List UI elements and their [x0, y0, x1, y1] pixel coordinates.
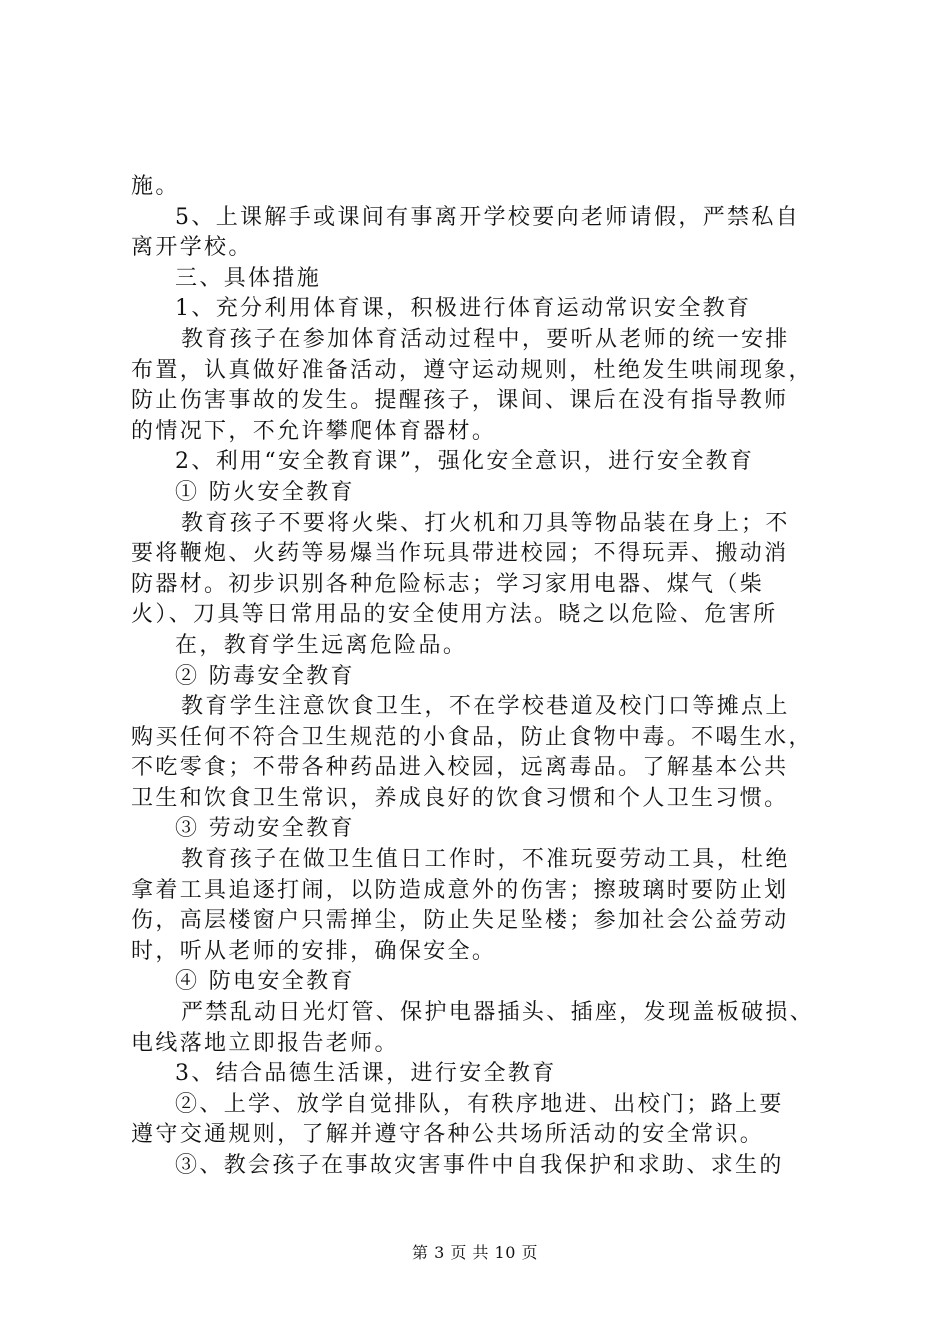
text-line: 布置，认真做好准备活动，遵守运动规则，杜绝发生哄闹现象，	[131, 357, 813, 383]
text-line: 伤，高层楼窗户只需掸尘，防止失足坠楼；参加社会公益劳动	[131, 908, 789, 934]
text-line: 的情况下，不允许攀爬体育器材。	[131, 418, 497, 444]
text-line: 严禁乱动日光灯管、保护电器插头、插座，发现盖板破损、	[181, 1000, 815, 1026]
text-line: 三、具体措施	[175, 265, 322, 291]
text-line: ③、教会孩子在事故灾害事件中自我保护和求助、求生的	[175, 1153, 784, 1178]
text-line: 教育孩子在做卫生值日工作时，不准玩耍劳动工具，杜绝	[181, 847, 790, 873]
text-line: ① 防火安全教育	[175, 479, 355, 505]
text-line: 在，教育学生远离危险品。	[175, 632, 468, 658]
text-line: 时，听从老师的安排，确保安全。	[131, 938, 497, 964]
text-line: 教育学生注意饮食卫生，不在学校巷道及校门口等摊点上	[181, 694, 790, 720]
text-line: 1、充分利用体育课，积极进行体育运动常识安全教育	[175, 296, 752, 322]
text-line: ③ 劳动安全教育	[175, 816, 355, 842]
text-line: 拿着工具追逐打闹，以防造成意外的伤害；擦玻璃时要防止划	[131, 877, 789, 903]
text-line: 不吃零食；不带各种药品进入校园，远离毒品。了解基本公共	[131, 755, 789, 781]
page-footer: 第 3 页 共 10 页	[412, 1243, 538, 1262]
text-line: 施。	[131, 174, 180, 199]
text-line: 5、上课解手或课间有事离开学校要向老师请假，严禁私自	[175, 204, 801, 230]
text-line: 要将鞭炮、火药等易爆当作玩具带进校园；不得玩弄、搬动消	[131, 541, 789, 567]
text-line: ④ 防电安全教育	[175, 969, 355, 995]
text-line: 教育孩子不要将火柴、打火机和刀具等物品装在身上；不	[181, 510, 790, 536]
document-body	[131, 172, 831, 1182]
text-line: 电线落地立即报告老师。	[131, 1030, 399, 1056]
text-line: 离开学校。	[131, 235, 253, 261]
text-line: 教育孩子在参加体育活动过程中，要听从老师的统一安排	[181, 326, 790, 352]
text-line: 防器材。初步识别各种危险标志；学习家用电器、煤气（柴	[131, 571, 765, 597]
text-line: ②、上学、放学自觉排队，有秩序地进、出校门；路上要	[175, 1091, 784, 1117]
text-line: 3、结合品德生活课，进行安全教育	[175, 1061, 557, 1087]
text-line: 火）、刀具等日常用品的安全使用方法。晓之以危险、危害所	[131, 602, 778, 628]
text-line: 防止伤害事故的发生。提醒孩子，课间、课后在没有指导教师	[131, 388, 789, 414]
text-line: ② 防毒安全教育	[175, 663, 355, 689]
text-line: 购买任何不符合卫生规范的小食品，防止食物中毒。不喝生水，	[131, 724, 813, 750]
text-line: 遵守交通规则，了解并遵守各种公共场所活动的安全常识。	[131, 1122, 765, 1148]
text-line: 卫生和饮食卫生常识，养成良好的饮食习惯和个人卫生习惯。	[131, 785, 789, 811]
text-line: 2、利用“安全教育课”，强化安全意识，进行安全教育	[175, 449, 755, 475]
